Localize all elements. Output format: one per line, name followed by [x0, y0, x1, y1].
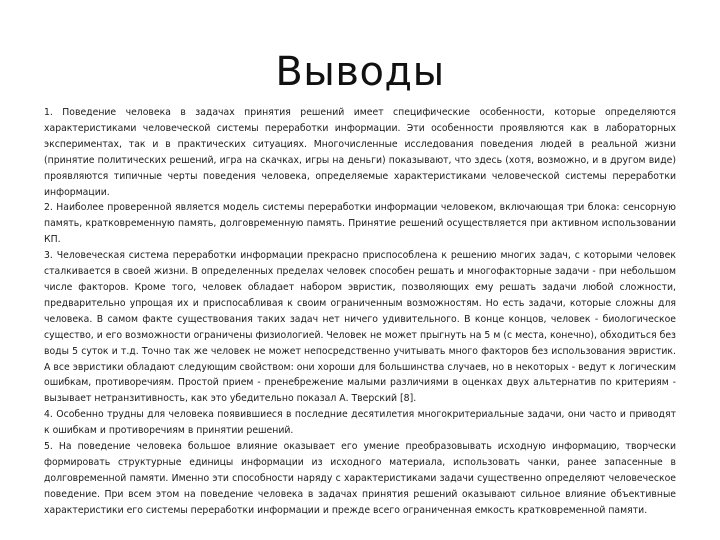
- conclusion-paragraph-3: 3. Человеческая система переработки информации прекрасно приспособлена к решению многих задач, с которыми человек сталкивается в своей жизни. В определенных пределах человек способен решать и многофакторные задачи - при небольшом числе факторов. Кроме того, человек обладает набором эвристик, позволяющих ему решать задачи любой сложности, предварительно упрощая их и приспосабливая к своим ограниченным возможностям. Но есть задачи, которые сложны для человека. В самом факте существования таких задач нет ничего удивительного. В конце концов, человек - биологическое существо, и его возможности ограничены физиологией. Человек не может прыгнуть на 5 м (с места, конечно), обходиться без воды 5 суток и т.д. Точно так же человек не может непосредственно учитывать много факторов без использования эвристик. А все эвристики обладают следующим свойством: они хороши для большинства случаев, но в некоторых - ведут к логическим ошибкам, противоречиям. Простой прием - пренебрежение малыми различиями в оценках двух альтернатив по критериям - вызывает нетранзитивность, как это убедительно показал А. Тверский [8].: [44, 250, 676, 405]
- conclusion-paragraph-5: 5. На поведение человека большое влияние оказывает его умение преобразовывать исходную информацию, творчески формировать структурные единицы информации из исходного материала, использовать чанки, ранее запасенные в долговременной памяти. Именно эти способности наряду с характеристиками задачи существенно определяют человеческое поведение. При всем этом на поведение человека в задачах принятия решений оказывают сильное влияние объективные характеристики его системы переработки информации и прежде всего ограниченная емкость кратковременной памяти.: [44, 441, 676, 516]
- slide-body: [44, 105, 676, 519]
- conclusion-paragraph-4: 4. Особенно трудны для человека появившиеся в последние десятилетия многокритериальные задачи, они часто и приводят к ошибкам и противоречиям в принятии решений.: [44, 409, 676, 437]
- conclusion-paragraph-2: 2. Наиболее проверенной является модель системы переработки информации человеком, включающая три блока: сенсорную память, кратковременную память, долговременную память. Принятие решений осуществляется при активном использовании КП.: [44, 202, 676, 246]
- slide-title: Выводы: [275, 49, 445, 95]
- conclusion-paragraph-1: 1. Поведение человека в задачах принятия решений имеет специфические особенности, которые определяются характеристиками человеческой системы переработки информации. Эти особенности проявляются как в лабораторных экспериментах, так и в практических ситуациях. Многочисленные исследования поведения людей в реальной жизни (принятие политических решений, игра на скачках, игры на деньги) показывают, что здесь (хотя, возможно, и в другом виде) проявляются типичные черты поведения человека, определяемые характеристиками человеческой системы переработки информации.: [44, 107, 676, 198]
